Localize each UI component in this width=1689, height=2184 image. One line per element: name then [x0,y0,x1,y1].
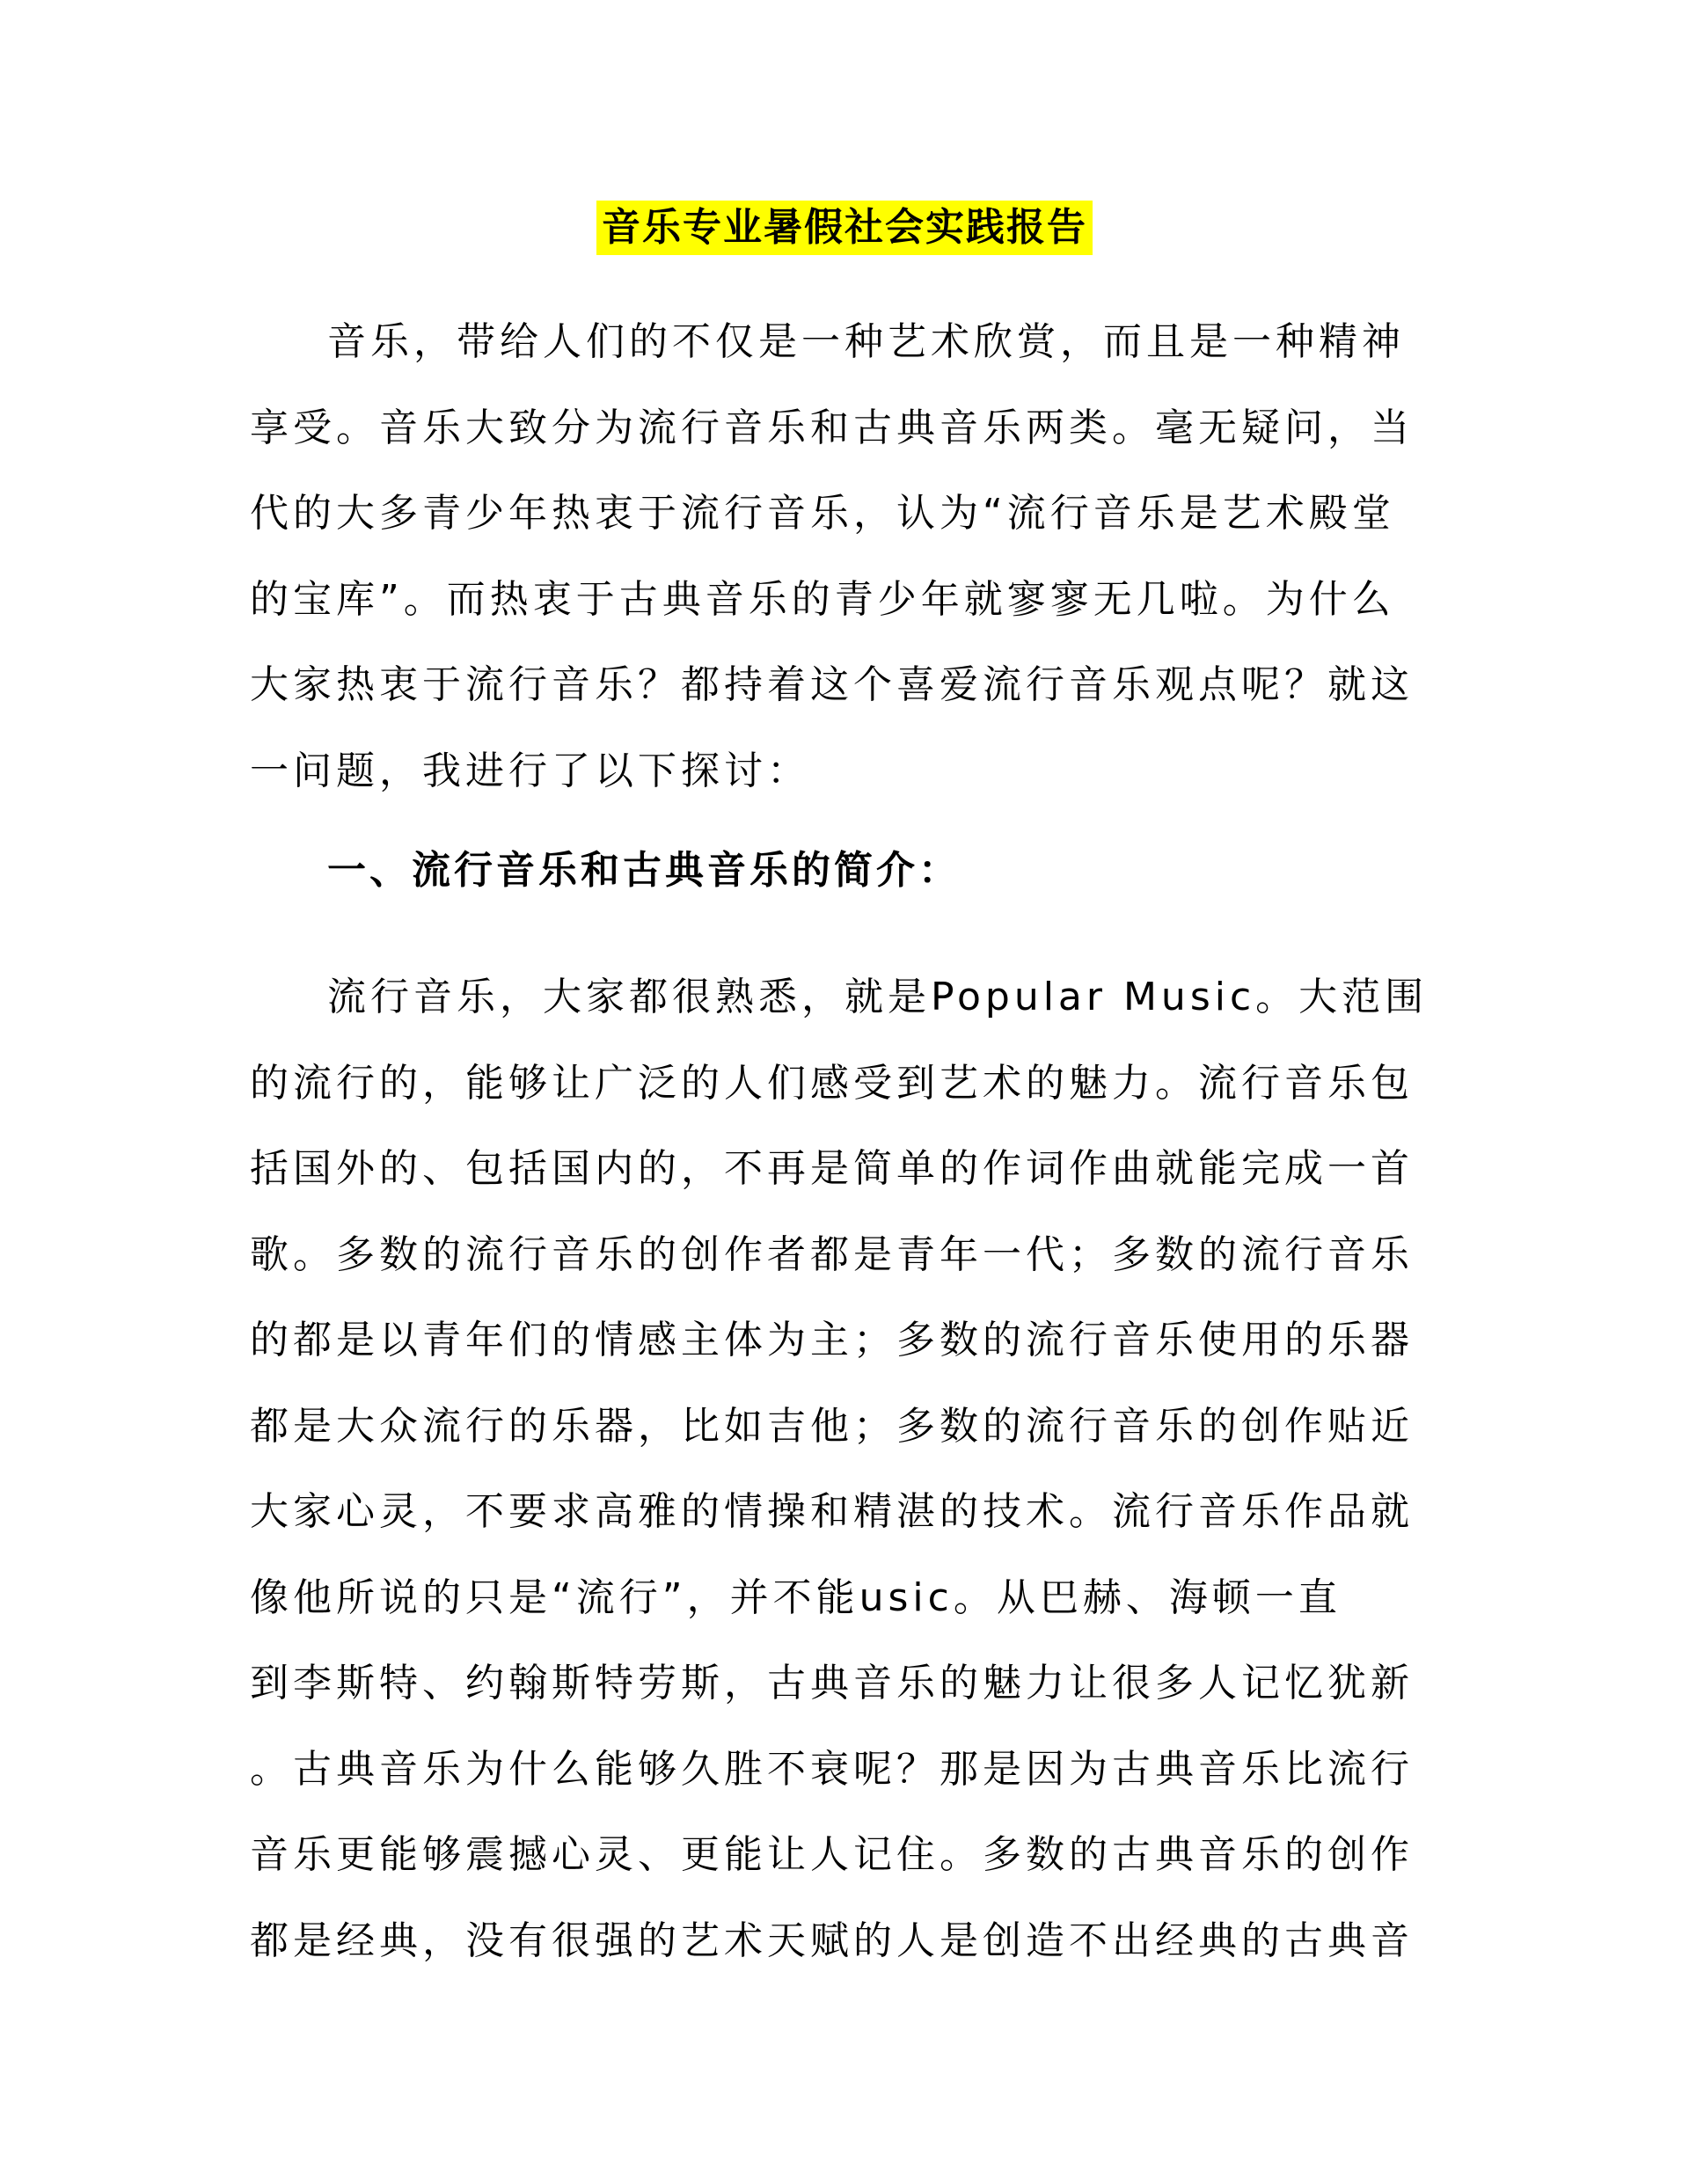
text-line: 。古典音乐为什么能够久胜不衰呢？那是因为古典音乐比流行 [250,1746,1414,1792]
paragraph-intro [250,299,1434,814]
document-title: 音乐专业暑假社会实践报告 [596,201,1093,255]
title-container [0,201,1689,255]
paragraph-popular-music [250,954,1434,1983]
text-line: 一问题，我进行了以下探讨： [250,748,810,793]
text-line: 音乐，带给人们的不仅是一种艺术欣赏，而且是一种精神 [327,319,1405,364]
text-line: 大家热衷于流行音乐？都持着这个喜爱流行音乐观点呢？就这 [250,662,1414,707]
text-line: 音乐更能够震撼心灵、更能让人记住。多数的古典音乐的创作 [250,1832,1414,1877]
text-line: 到李斯特、约翰斯特劳斯，古典音乐的魅力让很多人记忆犹新 [250,1661,1414,1706]
text-line: 括国外的、包括国内的，不再是简单的作词作曲就能完成一首 [250,1146,1414,1191]
text-line: 的流行的，能够让广泛的人们感受到艺术的魅力。流行音乐包 [250,1060,1414,1106]
text-line: 享受。音乐大致分为流行音乐和古典音乐两类。毫无疑问，当 [250,405,1414,450]
text-line: 的宝库”。而热衷于古典音乐的青少年就寥寥无几啦。为什么 [250,576,1395,622]
text-line: 流行音乐，大家都很熟悉，就是Popular Music。大范围 [327,975,1429,1019]
text-line: 大家心灵，不要求高雅的情操和精湛的技术。流行音乐作品就 [250,1489,1414,1534]
text-line: 代的大多青少年热衷于流行音乐，认为“流行音乐是艺术殿堂 [250,491,1395,536]
text-line: 歌。多数的流行音乐的创作者都是青年一代；多数的流行音乐 [250,1231,1414,1277]
text-line: 都是大众流行的乐器，比如吉他；多数的流行音乐的创作贴近 [250,1403,1414,1449]
text-line: 的都是以青年们的情感主体为主；多数的流行音乐使用的乐器 [250,1318,1414,1362]
section-heading: 一、流行音乐和古典音乐的简介： [327,848,961,893]
text-line: 像他所说的只是“流行”，并不能usic。从巴赫、海顿一直 [250,1574,1342,1620]
text-line: 都是经典，没有很强的艺术天赋的人是创造不出经典的古典音 [250,1917,1414,1963]
